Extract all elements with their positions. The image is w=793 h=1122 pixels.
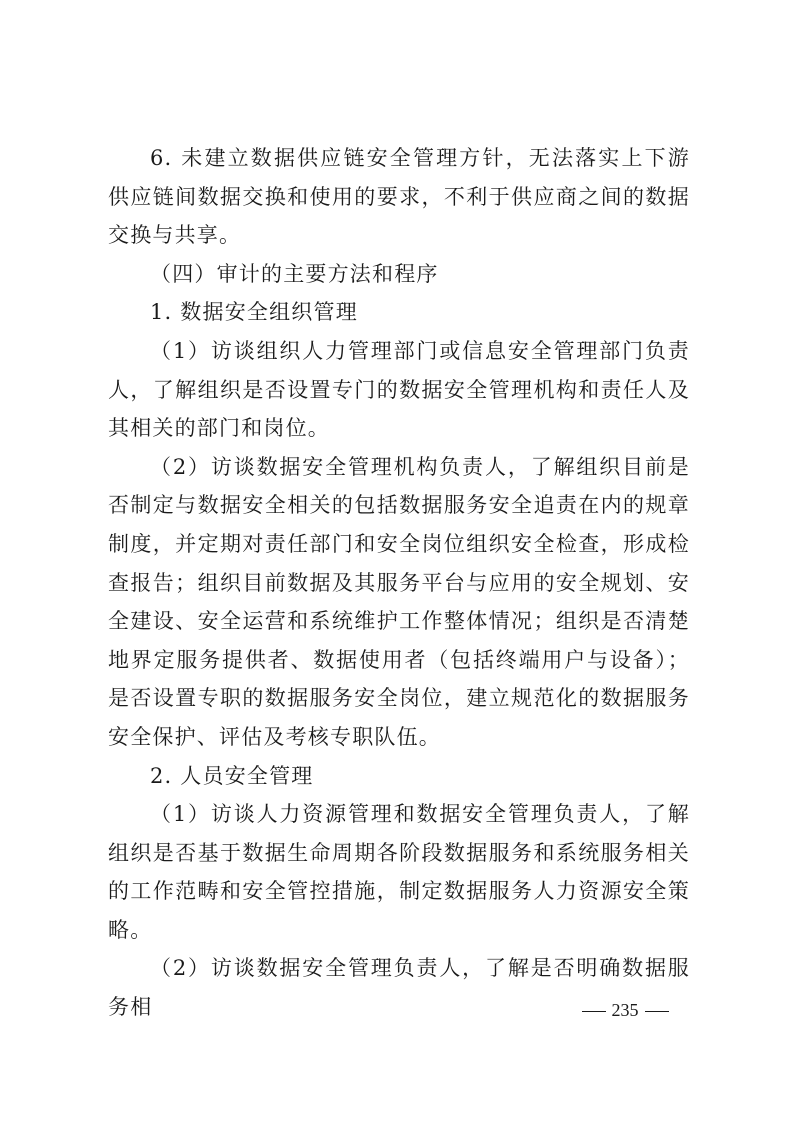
paragraph-personnel-1: （1）访谈人力资源管理和数据安全管理负责人，了解组织是否基于数据生命周期各阶段数据服务和系统服务相关的工作范畴和安全管控措施，制定数据服务人力资源安全策略。 (108, 802, 690, 942)
paragraph-item-6: 6. 未建立数据供应链安全管理方针，无法落实上下游供应链间数据交换和使用的要求，不利于供应商之间的数据交换与共享。 (108, 146, 690, 248)
subheading-personnel-security: 2. 人员安全管理 (150, 763, 314, 788)
paragraph-personnel-2: （2）访谈数据安全管理负责人，了解是否明确数据服务相 (108, 956, 690, 1020)
dash-right (645, 1011, 669, 1012)
paragraph-org-1: （1）访谈组织人力管理部门或信息安全管理部门负责人，了解组织是否设置专门的数据安全管理机构和责任人及其相关的部门和岗位。 (108, 338, 690, 441)
paragraph-org-2: （2）访谈数据安全管理机构负责人，了解组织目前是否制定与数据安全相关的包括数据服务安全追责在内的规章制度，并定期对责任部门和安全岗位组织安全检查，形成检查报告；组织目前数据及其服务平台与应用的安全规划、安全建设、安全运营和系统维护工作整体情况；组织是否清楚地界定服务提供者、数据使用者（包括终端用户与设备）；是否设置专职的数据服务安全岗位，建立规范化的数据服务安全保护、评估及考核专职队伍。 (108, 454, 690, 749)
body-text (108, 139, 690, 1027)
section-heading-audit-methods: （四）审计的主要方法和程序 (150, 261, 439, 286)
page-number-value: 235 (611, 1000, 639, 1020)
subheading-data-security-org: 1. 数据安全组织管理 (150, 300, 358, 325)
page-number (560, 1000, 690, 1021)
dash-left (582, 1011, 606, 1012)
